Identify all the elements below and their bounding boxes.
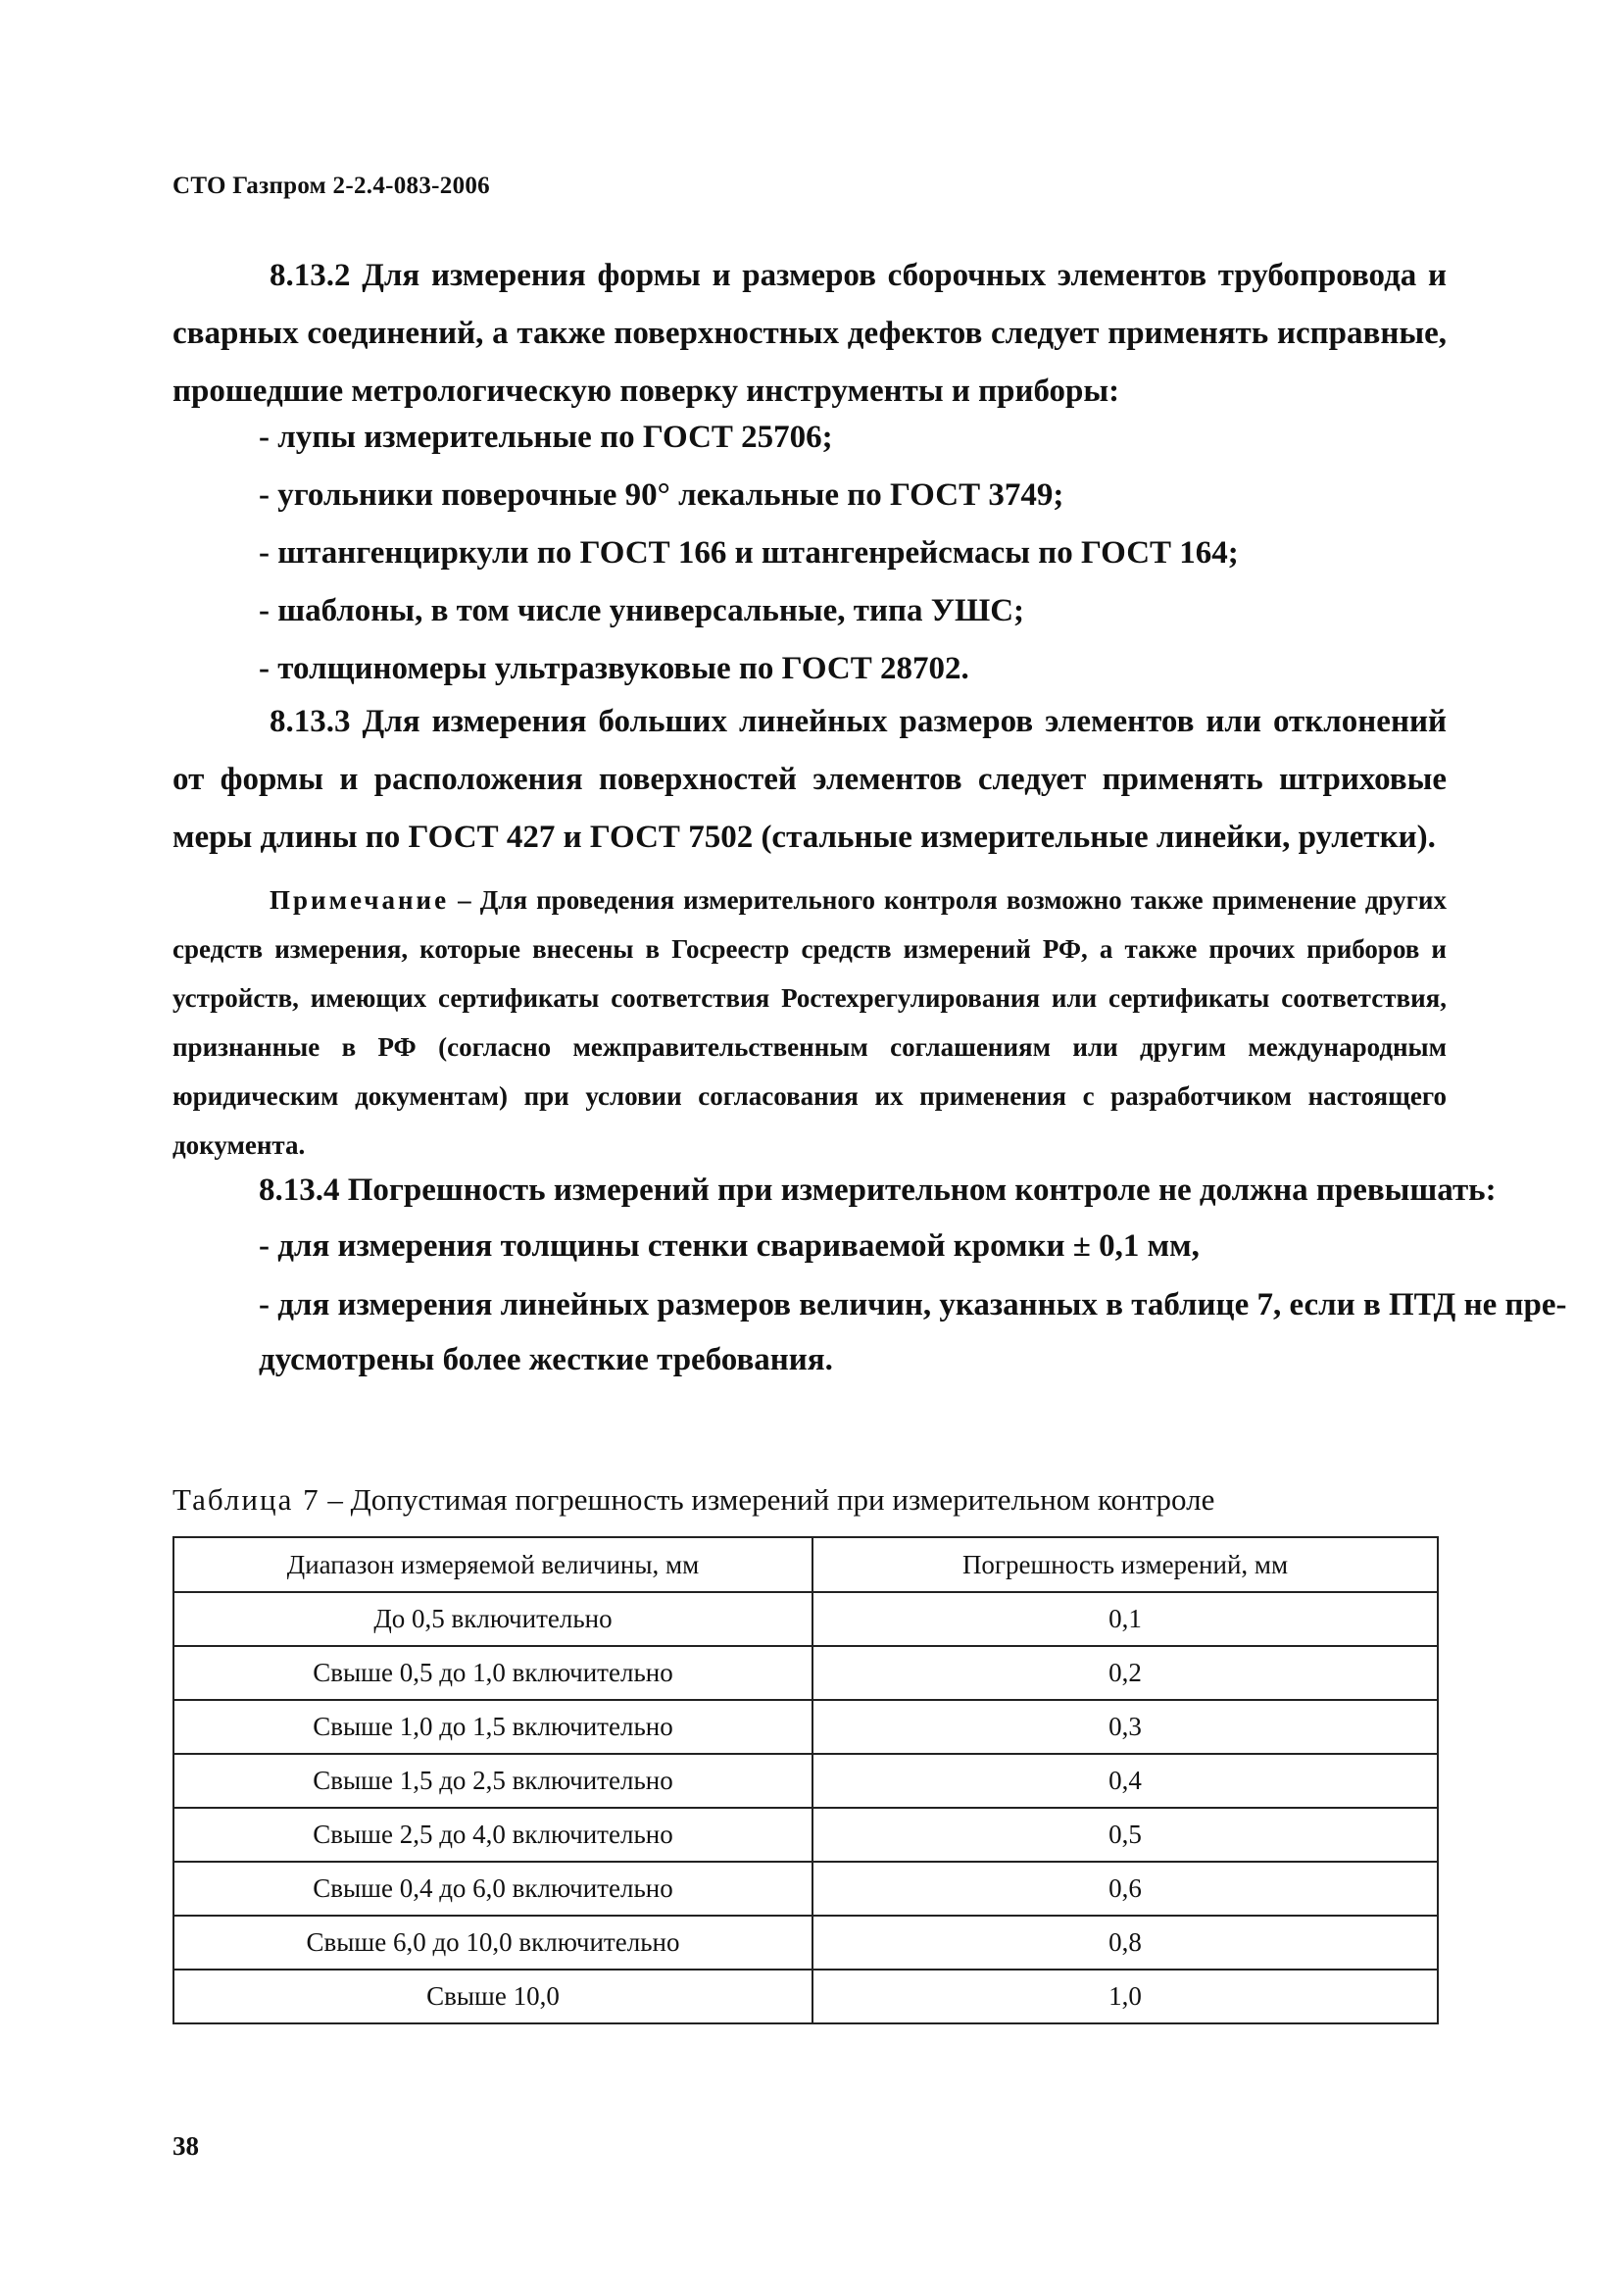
range-cell: До 0,5 включительно — [173, 1592, 812, 1646]
error-cell: 0,8 — [812, 1916, 1438, 1970]
range-cell: Свыше 1,0 до 1,5 включительно — [173, 1700, 812, 1754]
list-item-edge-thickness: - для измерения толщины стенки свариваемой кромки ± 0,1 мм, — [259, 1228, 1200, 1264]
table-row — [173, 1754, 1438, 1808]
paragraph-8-13-2 — [172, 247, 1447, 421]
table-header-row — [173, 1537, 1438, 1592]
range-cell: Свыше 2,5 до 4,0 включительно — [173, 1808, 812, 1862]
list-item-thickness-gauges: - толщиномеры ультразвуковые по ГОСТ 28702. — [259, 651, 969, 686]
error-cell: 0,1 — [812, 1592, 1438, 1646]
range-cell: Свыше 0,5 до 1,0 включительно — [173, 1646, 812, 1700]
paragraph-8-13-4: 8.13.4 Погрешность измерений при измерительном контроле не должна превышать: — [259, 1172, 1497, 1208]
table-row — [173, 1808, 1438, 1862]
document-header: СТО Газпром 2-2.4-083-2006 — [172, 173, 490, 199]
note-text: – Для проведения измерительного контроля возможно также применение других средств измерения, которые внесены в Госреестр средств измерений РФ, а также прочих приборов и устройств, имеющих сертификаты соответствия Ростехрегулирования или сертификаты соответствия, признанные в РФ (согласно межправительственным соглашениям или другим международным юридическим документам) при условии согласования их применения с разработчиком настоящего документа. — [172, 885, 1447, 1160]
list-item-magnifiers: - лупы измерительные по ГОСТ 25706; — [259, 420, 833, 455]
note-block — [172, 875, 1447, 1170]
table-row — [173, 1862, 1438, 1916]
page-number: 38 — [172, 2131, 199, 2161]
table-label: Таблица 7 — [172, 1482, 320, 1517]
error-cell: 0,4 — [812, 1754, 1438, 1808]
measurement-error-table — [172, 1536, 1439, 2024]
header-range: Диапазон измеряемой величины, мм — [173, 1537, 812, 1592]
error-cell: 0,6 — [812, 1862, 1438, 1916]
table-row — [173, 1592, 1438, 1646]
table-row — [173, 1916, 1438, 1970]
table-row — [173, 1646, 1438, 1700]
list-item-templates: - шаблоны, в том числе универсальные, типа УШС; — [259, 593, 1025, 628]
range-cell: Свыше 6,0 до 10,0 включительно — [173, 1916, 812, 1970]
error-cell: 0,2 — [812, 1646, 1438, 1700]
error-cell: 0,3 — [812, 1700, 1438, 1754]
range-cell: Свыше 10,0 — [173, 1970, 812, 2023]
table-caption — [172, 1482, 1214, 1518]
table-row — [173, 1970, 1438, 2023]
range-cell: Свыше 0,4 до 6,0 включительно — [173, 1862, 812, 1916]
header-error: Погрешность измерений, мм — [812, 1537, 1438, 1592]
table-title: – Допустимая погрешность измерений при измерительном контроле — [320, 1482, 1215, 1517]
list-item-linear-sizes-cont: дусмотрены более жесткие требования. — [259, 1342, 833, 1377]
list-item-squares: - угольники поверочные 90° лекальные по ГОСТ 3749; — [259, 477, 1064, 513]
list-item-linear-sizes: - для измерения линейных размеров величин, указанных в таблице 7, если в ПТД не пре- — [259, 1287, 1567, 1322]
paragraph-8-13-3 — [172, 693, 1447, 867]
paragraph-8-13-3-text: 8.13.3 Для измерения больших линейных размеров элементов или отклонений от формы и расположения поверхностей элементов следует применять штриховые меры длины по ГОСТ 427 и ГОСТ 7502 (стальные измерительные линейки, рулетки). — [172, 704, 1447, 855]
error-cell: 0,5 — [812, 1808, 1438, 1862]
paragraph-8-13-2-text: 8.13.2 Для измерения формы и размеров сборочных элементов трубопровода и сварных соединений, а также поверхностных дефектов следует применять исправные, прошедшие метрологическую поверку инструменты и приборы: — [172, 258, 1447, 409]
list-item-calipers: - штангенциркули по ГОСТ 166 и штангенрейсмасы по ГОСТ 164; — [259, 535, 1239, 571]
note-label: Примечание — [270, 885, 450, 915]
table-row — [173, 1700, 1438, 1754]
error-cell: 1,0 — [812, 1970, 1438, 2023]
range-cell: Свыше 1,5 до 2,5 включительно — [173, 1754, 812, 1808]
